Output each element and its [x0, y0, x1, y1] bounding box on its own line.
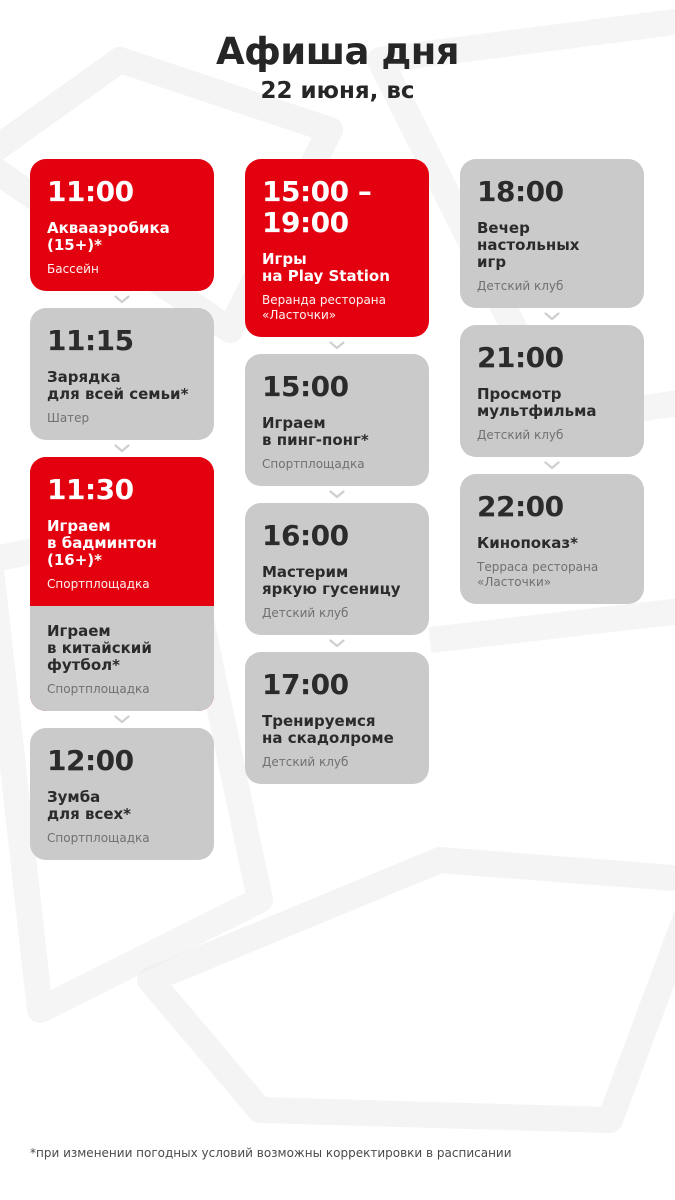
event-place: Детский клуб: [262, 606, 349, 620]
event-segment: [30, 457, 214, 606]
event-time: 16:00: [262, 519, 349, 552]
chevron-down-icon: [30, 291, 214, 308]
schedule-column-1: [30, 159, 214, 860]
event-segment: [30, 159, 214, 291]
event-time: 15:00: [262, 370, 349, 403]
event-card: [30, 728, 214, 860]
event-segment: [245, 652, 429, 784]
event-card: [460, 325, 644, 457]
event-time: 11:00: [47, 175, 134, 208]
event-place: Бассейн: [47, 262, 99, 276]
event-time: 22:00: [477, 490, 564, 523]
event-place: Детский клуб: [262, 755, 349, 769]
event-segment: [460, 159, 644, 308]
event-name: Вечер настольных игр: [477, 219, 580, 271]
chevron-down-icon: [30, 711, 214, 728]
chevron-down-icon: [245, 486, 429, 503]
event-place: Веранда ресторана «Ласточки»: [262, 293, 386, 322]
event-card: [245, 159, 429, 337]
event-card: [245, 652, 429, 784]
event-card: [30, 159, 214, 291]
event-segment: [30, 308, 214, 440]
event-segment: [245, 159, 429, 337]
event-card: [460, 474, 644, 604]
event-time: 18:00: [477, 175, 564, 208]
event-place: Шатер: [47, 411, 90, 425]
event-name: Кинопоказ*: [477, 534, 578, 552]
schedule-column-2: [245, 159, 429, 784]
event-place: Терраса ресторана «Ласточки»: [477, 560, 599, 589]
event-place: Спортплощадка: [262, 457, 365, 471]
event-place: Спортплощадка: [47, 682, 150, 696]
schedule-column-3: [460, 159, 644, 604]
event-time: 11:30: [47, 473, 134, 506]
event-place: Спортплощадка: [47, 831, 150, 845]
event-place: Детский клуб: [477, 428, 564, 442]
event-name: Играем в бадминтон (16+)*: [47, 517, 157, 569]
event-time: 11:15: [47, 324, 134, 357]
event-time: 21:00: [477, 341, 564, 374]
event-time: 12:00: [47, 744, 134, 777]
event-place: Детский клуб: [477, 279, 564, 293]
chevron-down-icon: [245, 635, 429, 652]
event-name: Аквааэробика (15+)*: [47, 219, 170, 254]
chevron-down-icon: [30, 440, 214, 457]
event-name: Играем в пинг-понг*: [262, 414, 369, 449]
event-name: Зумба для всех*: [47, 788, 132, 823]
chevron-down-icon: [245, 337, 429, 354]
event-place: Спортплощадка: [47, 577, 150, 591]
event-card: [245, 354, 429, 486]
event-card: [30, 457, 214, 711]
event-segment: [245, 503, 429, 635]
event-card: [30, 308, 214, 440]
event-name: Мастерим яркую гусеницу: [262, 563, 401, 598]
page-title: Афиша дня: [215, 30, 460, 73]
header: [0, 30, 675, 106]
event-time: 17:00: [262, 668, 349, 701]
event-name: Играем в китайский футбол*: [47, 622, 152, 674]
event-segment: [30, 606, 214, 711]
event-card: [460, 159, 644, 308]
footnote: *при изменении погодных условий возможны корректировки в расписании: [30, 1146, 512, 1160]
chevron-down-icon: [460, 457, 644, 474]
event-segment: [460, 474, 644, 604]
event-segment: [245, 354, 429, 486]
event-segment: [30, 728, 214, 860]
event-name: Зарядка для всей семьи*: [47, 368, 189, 403]
event-card: [245, 503, 429, 635]
event-name: Просмотр мультфильма: [477, 385, 597, 420]
event-time: 15:00 – 19:00: [262, 175, 372, 239]
event-name: Тренируемся на скадолроме: [262, 712, 394, 747]
chevron-down-icon: [460, 308, 644, 325]
event-name: Игры на Play Station: [262, 250, 390, 285]
page-date: 22 июня, вс: [260, 78, 415, 104]
event-segment: [460, 325, 644, 457]
